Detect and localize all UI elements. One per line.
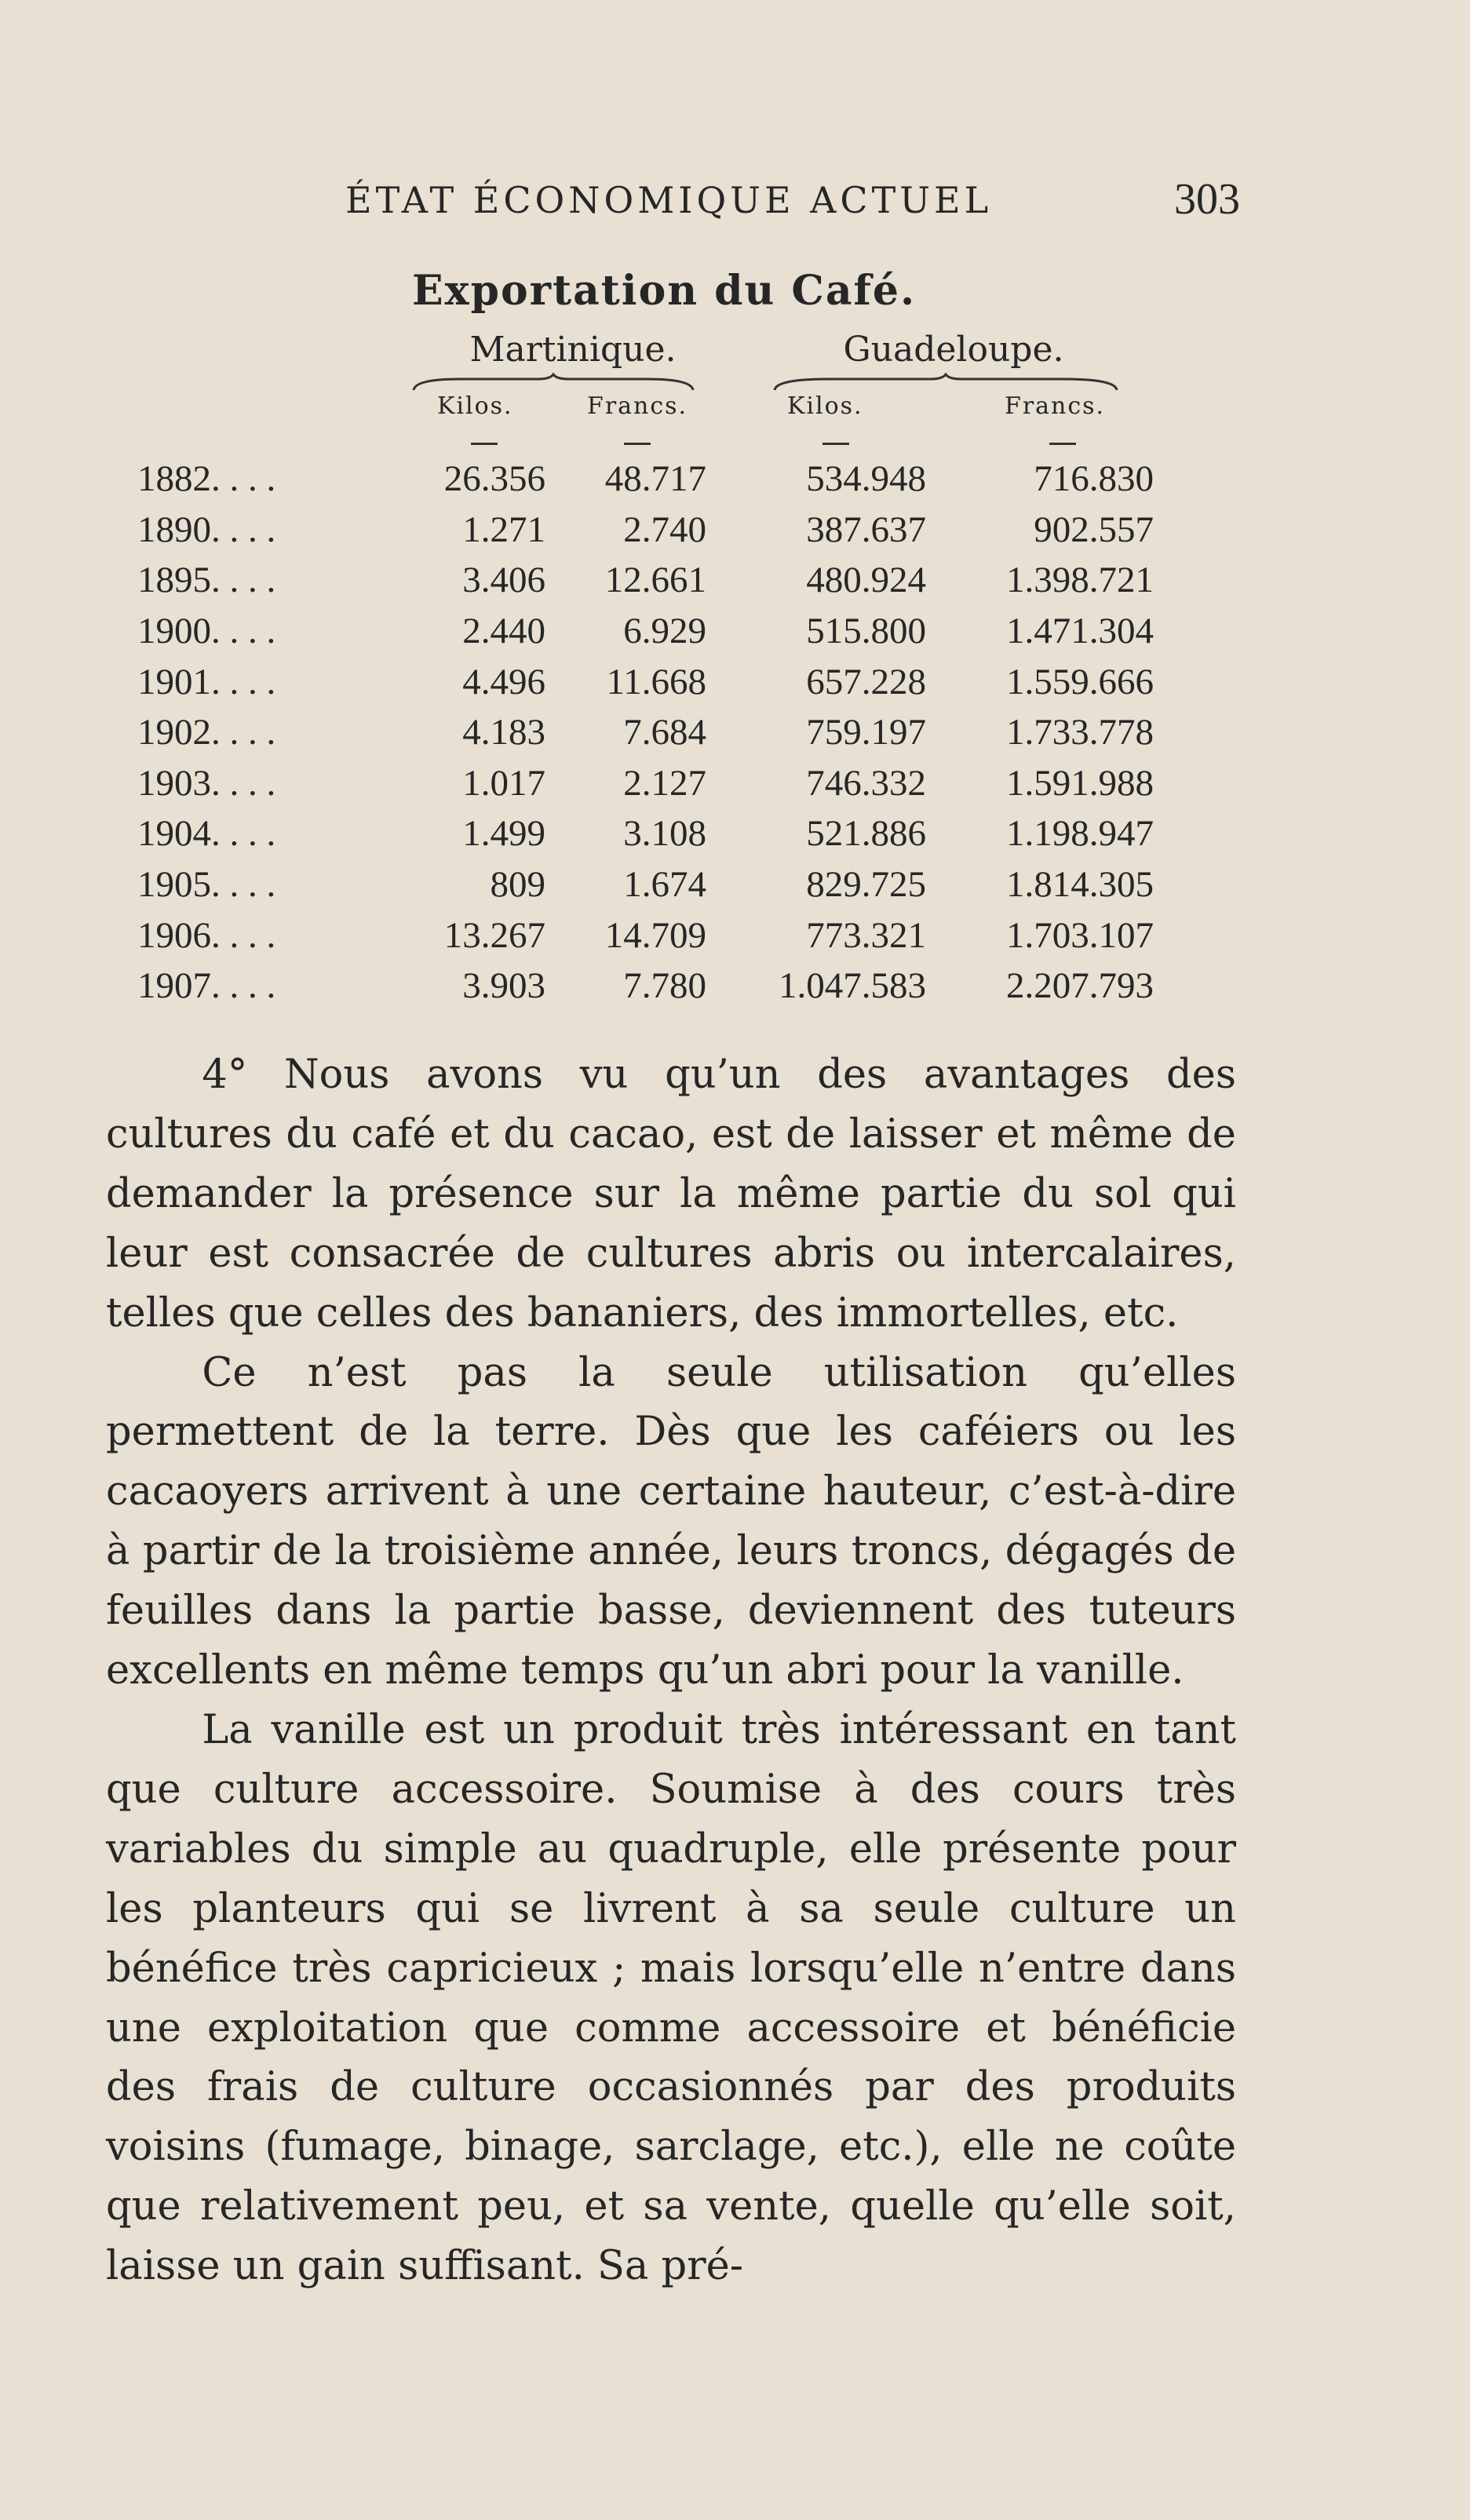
cell-mk: 3.903	[462, 965, 545, 1007]
cell-mf: 48.717	[604, 458, 706, 500]
cell-year: 1901. . . .	[137, 661, 276, 702]
col-header-kilos: Kilos.	[437, 392, 513, 420]
header-dash	[624, 443, 651, 445]
cell-mk: 26.356	[443, 458, 545, 500]
running-title: ÉTAT ÉCONOMIQUE ACTUEL	[345, 179, 993, 221]
col-header-francs: Francs.	[587, 392, 688, 420]
cell-year: 1895. . . .	[137, 560, 276, 601]
header-dash	[823, 443, 849, 445]
header-dash	[471, 443, 498, 445]
cell-mf: 3.108	[623, 813, 706, 855]
table-row	[137, 859, 1154, 910]
cell-year: 1906. . . .	[137, 914, 276, 956]
cell-mk: 4.496	[462, 661, 545, 702]
cell-gf: 1.814.305	[1006, 864, 1154, 906]
cell-mf: 2.740	[623, 509, 706, 550]
body-text	[106, 1045, 1236, 2296]
col-header-kilos: Kilos.	[787, 392, 863, 420]
cell-mk: 3.406	[462, 560, 545, 601]
cell-gk: 759.197	[806, 712, 926, 753]
cell-mf: 6.929	[623, 611, 706, 652]
cell-gk: 1.047.583	[779, 965, 926, 1007]
cell-gf: 1.703.107	[1006, 914, 1154, 956]
cell-year: 1890. . . .	[137, 509, 276, 550]
cell-mk: 1.017	[462, 762, 545, 804]
cell-gk: 534.948	[806, 458, 926, 500]
table-row	[137, 910, 1154, 961]
table-row	[137, 555, 1154, 606]
cell-mf: 12.661	[604, 560, 706, 601]
table-row	[137, 606, 1154, 657]
brace-martinique	[412, 373, 695, 392]
table-row	[137, 808, 1154, 859]
cell-mf: 7.780	[623, 965, 706, 1007]
cell-year: 1902. . . .	[137, 712, 276, 753]
cell-year: 1900. . . .	[137, 611, 276, 652]
cell-gk: 746.332	[806, 762, 926, 804]
cell-gk: 515.800	[806, 611, 926, 652]
cell-mk: 13.267	[443, 914, 545, 956]
cell-mk: 2.440	[462, 611, 545, 652]
table-title: Exportation du Café.	[412, 267, 917, 315]
cell-gf: 1.733.778	[1006, 712, 1154, 753]
cell-gk: 480.924	[806, 560, 926, 601]
cell-mk: 1.271	[462, 509, 545, 550]
cell-mf: 14.709	[604, 914, 706, 956]
cell-year: 1907. . . .	[137, 965, 276, 1007]
cell-gf: 1.471.304	[1006, 611, 1154, 652]
cell-mk: 1.499	[462, 813, 545, 855]
table-row	[137, 505, 1154, 556]
cell-gk: 521.886	[806, 813, 926, 855]
cell-mf: 2.127	[623, 762, 706, 804]
cell-mf: 7.684	[623, 712, 706, 753]
cell-gf: 1.559.666	[1006, 661, 1154, 702]
cell-mk: 4.183	[462, 712, 545, 753]
cell-gk: 657.228	[806, 661, 926, 702]
table-row	[137, 961, 1154, 1012]
header-dash	[1049, 443, 1076, 445]
cell-gk: 387.637	[806, 509, 926, 550]
paragraph: 4° Nous avons vu qu’un des avantages des cultures du café et du cacao, est de laisser et même de demander la présence sur la même partie du sol qui leur est consacrée de cultures abris ou intercalaires, telles que celles des bananiers, des immortelles, etc.	[106, 1052, 1236, 1337]
table-row	[137, 656, 1154, 707]
cell-gf: 716.830	[1034, 458, 1154, 500]
cell-mf: 1.674	[623, 864, 706, 906]
cell-mk: 809	[490, 864, 545, 906]
paragraph: Ce n’est pas la seule utilisation qu’elles permettent de la terre. Dès que les caféiers ou les cacaoyers arrivent à une certaine hauteur, c’est-à-dire à partir de la troisième année, leurs troncs, dégagés de feuilles dans la partie basse, deviennent des tuteurs excellents en même temps qu’un abri pour la vanille.	[106, 1349, 1236, 1694]
cell-gf: 902.557	[1034, 509, 1154, 550]
cell-gk: 829.725	[806, 864, 926, 906]
cell-year: 1904. . . .	[137, 813, 276, 855]
group-header-guadeloupe: Guadeloupe.	[843, 330, 1064, 370]
cell-mf: 11.668	[606, 661, 706, 702]
cell-gf: 1.198.947	[1006, 813, 1154, 855]
paragraph: La vanille est un produit très intéressant en tant que culture accessoire. Soumise à des cours très variables du simple au quadruple, elle présente pour les planteurs qui se livrent à sa seule culture un bénéfice très capricieux ; mais lorsqu’elle n’entre dans une exploitation que comme accessoire et bénéficie des frais de culture occasionnés par des produits voisins (fumage, binage, sarclage, etc.), elle ne coûte que relativement peu, et sa vente, quelle qu’elle soit, laisse un gain suffisant. Sa pré-	[106, 1706, 1236, 2290]
group-header-martinique: Martinique.	[469, 330, 677, 370]
page-number: 303	[1174, 175, 1240, 224]
table-row	[137, 758, 1154, 809]
cell-gf: 1.591.988	[1006, 762, 1154, 804]
coffee-export-table	[137, 454, 1154, 1012]
table-row	[137, 707, 1154, 758]
page-header	[345, 174, 1240, 229]
col-header-francs: Francs.	[1005, 392, 1106, 420]
brace-guadeloupe	[773, 373, 1118, 392]
cell-year: 1882. . . .	[137, 458, 276, 500]
cell-gf: 2.207.793	[1006, 965, 1154, 1007]
cell-year: 1905. . . .	[137, 864, 276, 906]
cell-gf: 1.398.721	[1006, 560, 1154, 601]
cell-year: 1903. . . .	[137, 762, 276, 804]
table-row	[137, 454, 1154, 505]
cell-gk: 773.321	[806, 914, 926, 956]
